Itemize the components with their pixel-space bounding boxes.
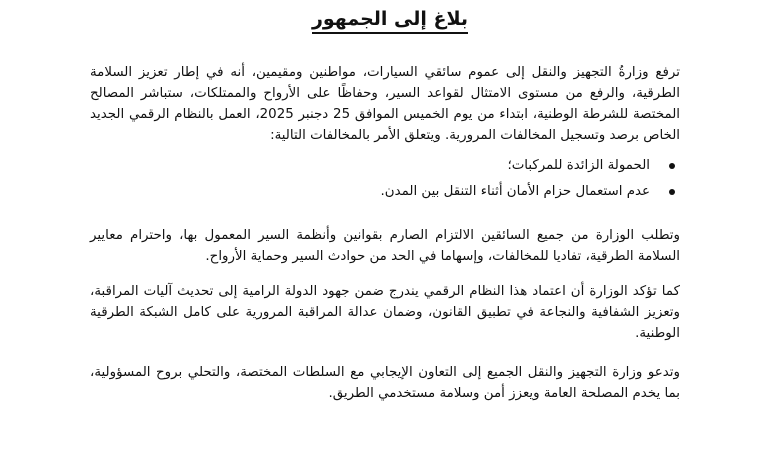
cooperation-paragraph: وتدعو وزارة التجهيز والنقل الجميع إلى التعاون الإيجابي مع السلطات المختصة، والتحلي بروح المسؤولية، بما يخدم المصلحة العامة ويعزز أمن وسلامة مستخدمي الطريق. (90, 365, 680, 401)
bullet-icon (669, 163, 675, 169)
violation-text: عدم استعمال حزام الأمان أثناء التنقل بين المدن. (380, 184, 650, 199)
digital-system-paragraph: كما تؤكد الوزارة أن اعتماد هذا النظام الرقمي يندرج ضمن جهود الدولة الرامية إلى تحديث آليات المراقبة، وتعزيز الشفافية والنجاعة في تطبيق القانون، وضمان عدالة المراقبة المرورية على كامل الشبكة الطرقية الوطنية. (90, 284, 680, 341)
list-item (90, 181, 680, 202)
document-body (90, 62, 680, 404)
list-item (90, 155, 680, 176)
bullet-icon (669, 189, 675, 195)
document-title-block (0, 8, 780, 30)
document-title: بلاغ إلى الجمهور (312, 8, 468, 34)
compliance-paragraph: وتطلب الوزارة من جميع السائقين الالتزام الصارم بقوانين وأنظمة السير المعمول بها، واحترام معايير السلامة الطرقية، تفاديا للمخالفات، وإسهاما في الحد من حوادث السير وحماية الأرواح. (90, 228, 680, 264)
intro-paragraph: ترفع وزارةُ التجهيز والنقل إلى عموم سائقي السيارات، مواطنين ومقيمين، أنه في إطار تعزيز السلامة الطرقية، والرفع من مستوى الامتثال لقواعد السير، وحفاظًا على الأرواح والممتلكات، ستباشر المصالح المختصة للشرطة الوطنية، ابتداء من يوم الخميس الموافق 25 دجنبر 2025، العمل بالنظام الرقمي الجديد الخاص برصد وتسجيل المخالفات المرورية. ويتعلق الأمر بالمخالفات التالية: (90, 65, 680, 143)
violations-list (90, 155, 680, 202)
violation-text: الحمولة الزائدة للمركبات؛ (507, 158, 650, 173)
